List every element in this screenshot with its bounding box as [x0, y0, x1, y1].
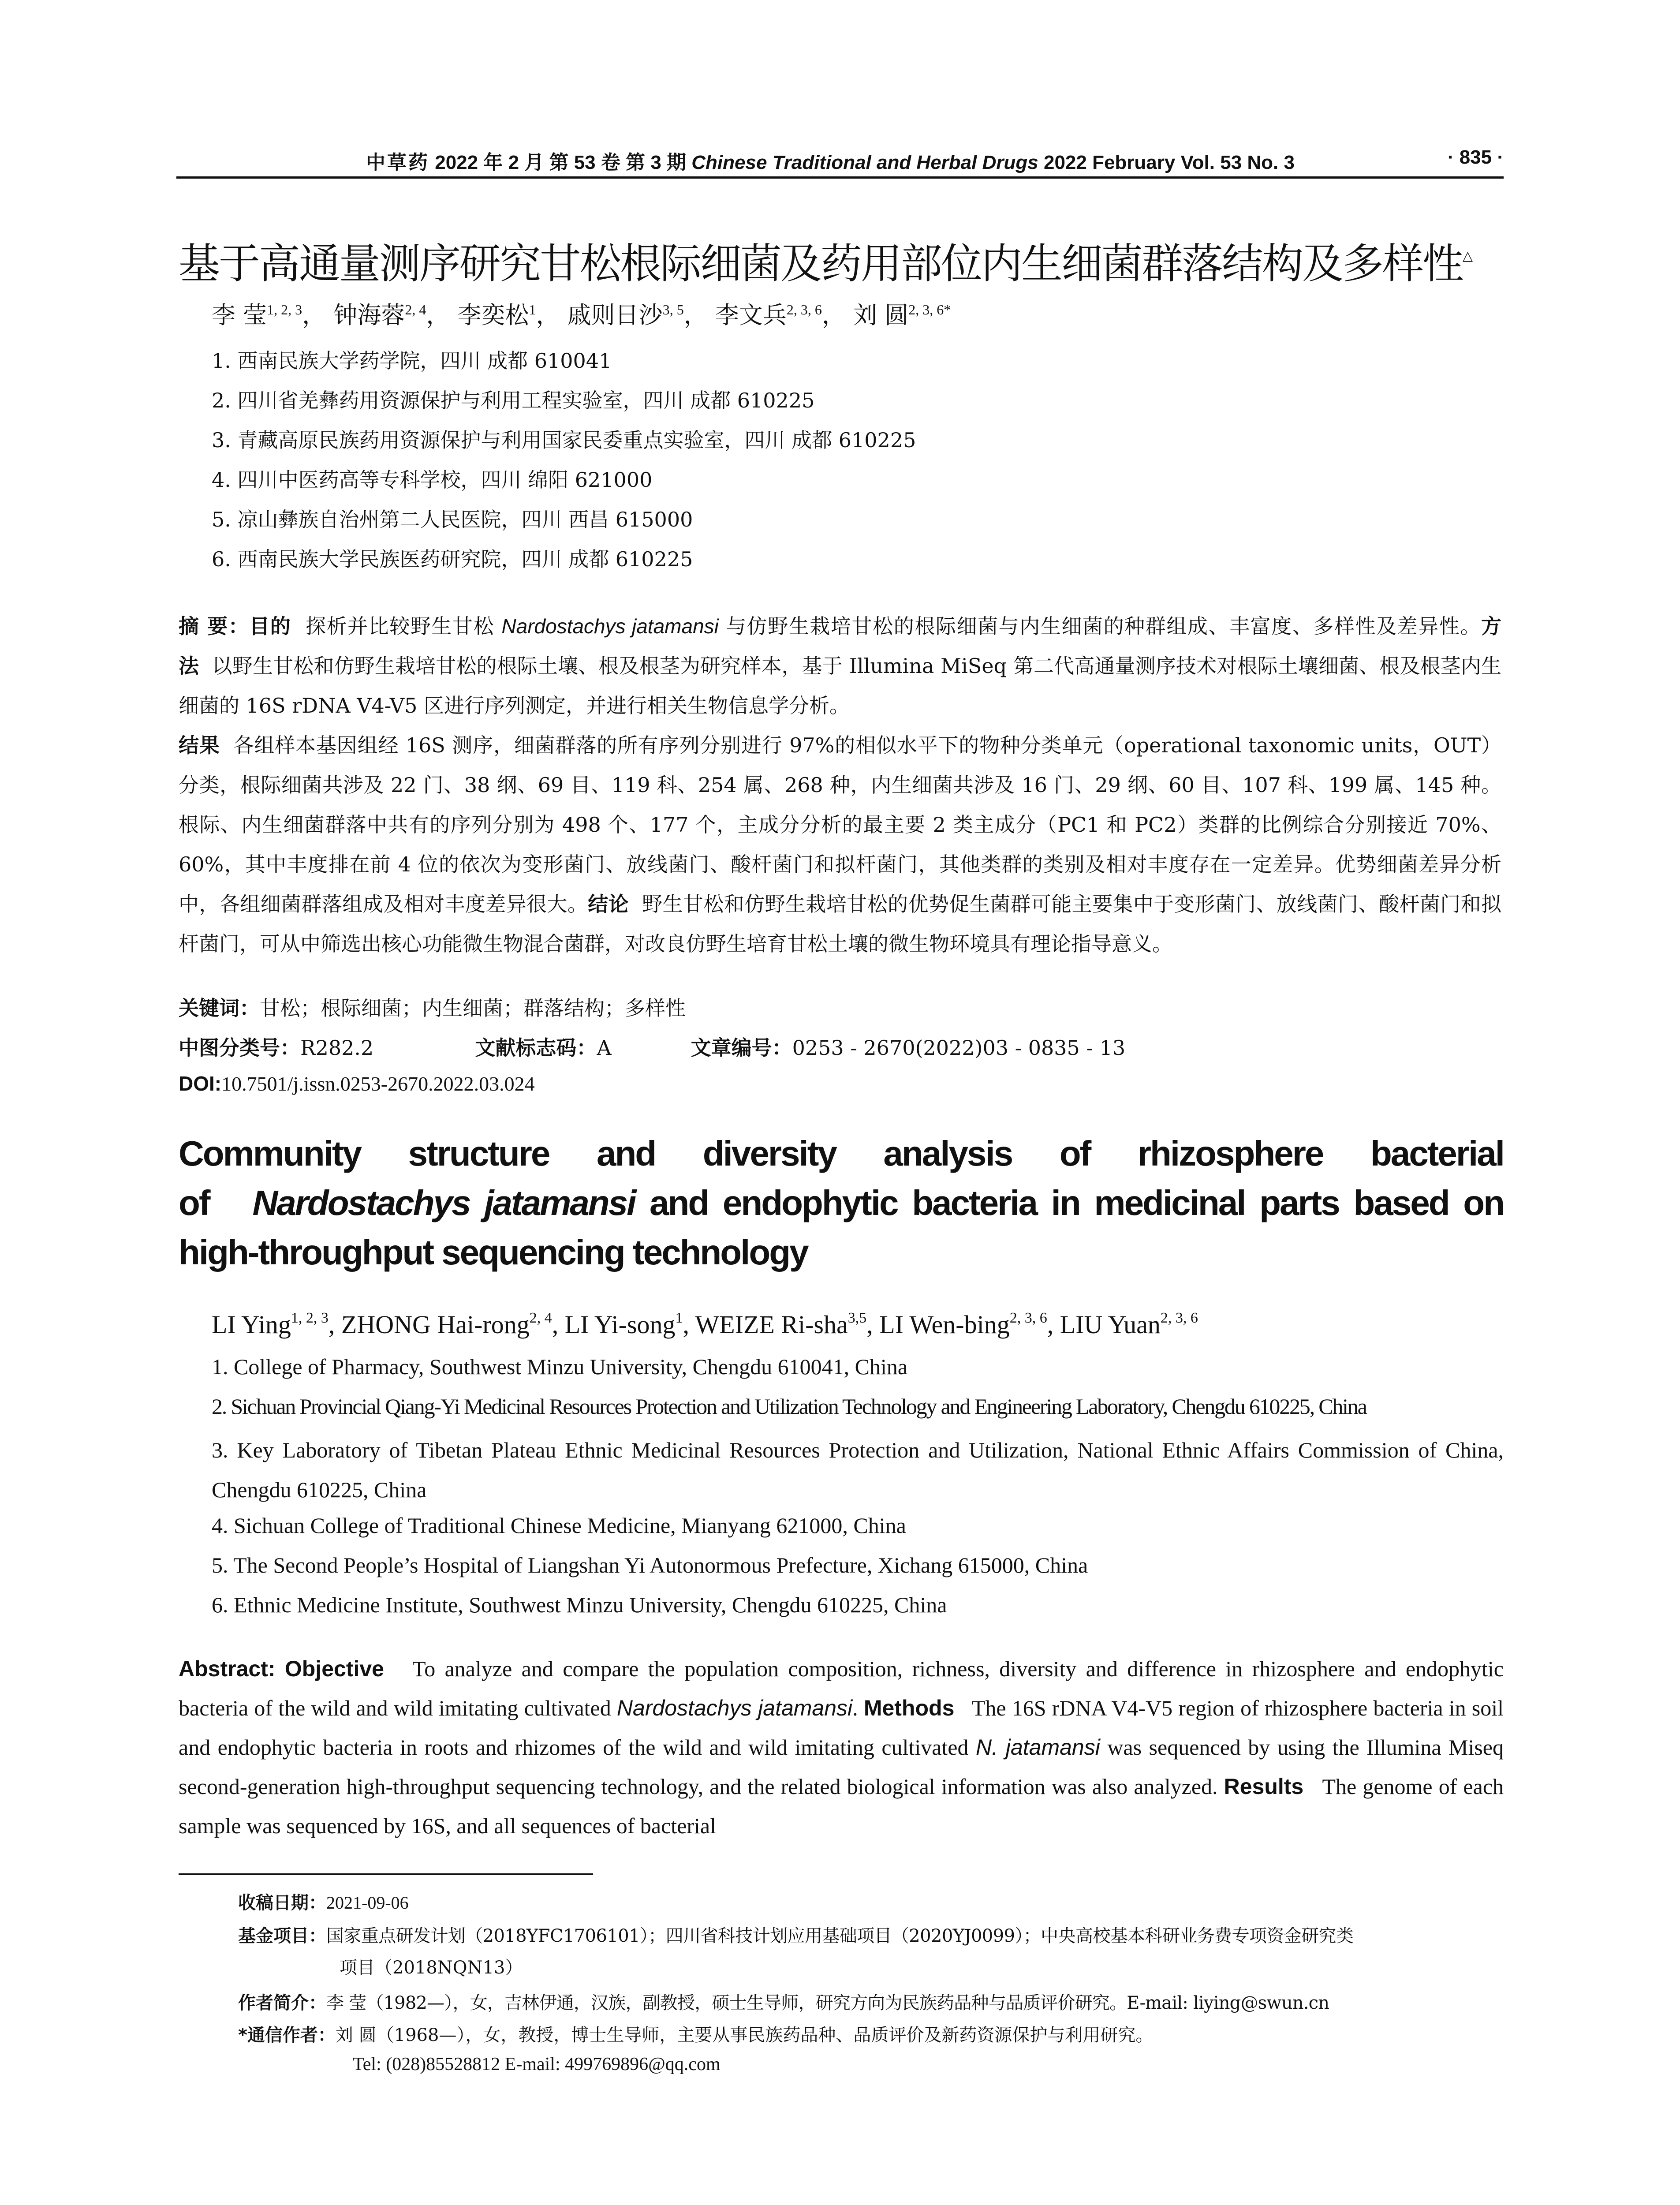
- affiliation-cn: 3. 青藏高原民族药用资源保护与利用国家民委重点实验室，四川 成都 610225: [212, 428, 916, 452]
- author-sep: ，: [683, 301, 708, 329]
- author-affil: 2, 3, 6*: [908, 302, 951, 318]
- title-mark: △: [1463, 248, 1472, 264]
- author-sep: ，: [426, 301, 450, 329]
- author-affil: 2, 3, 6: [1009, 1310, 1047, 1326]
- article-no-value: 0253 - 2670(2022)03 - 0835 - 13: [792, 1036, 1126, 1060]
- abstract-cn: [179, 606, 1501, 964]
- title-en-species: Nardostachys jatamansi: [252, 1183, 635, 1222]
- affiliation-cn: 2. 四川省羌彝药用资源保护与利用工程实验室，四川 成都 610225: [212, 389, 815, 412]
- affiliation-en: 6. Ethnic Medicine Institute, Southwest Minzu University, Chengdu 610225, China: [212, 1592, 947, 1617]
- journal-name-en: Chinese Traditional and Herbal Drugs: [691, 152, 1038, 173]
- author-sep: ,: [683, 1310, 695, 1339]
- objective-label: 目的: [249, 614, 291, 638]
- keywords-text: 甘松；根际细菌；内生细菌；群落结构；多样性: [260, 996, 686, 1020]
- author-name: LI Yi-song: [564, 1310, 676, 1339]
- author-affil: 1, 2, 3: [267, 302, 302, 318]
- conclusion-text: 野生甘松和仿野生栽培甘松的优势促生菌群可能主要集中于变形菌门、放线菌门、酸杆菌门和拟杆菌门，可从中筛选出核心功能微生物混合菌群，对改良仿野生培育甘松土壤的微生物环境具有理论指导意义。: [179, 892, 1502, 956]
- affiliation-en-text: 3. Key Laboratory of Tibetan Plateau Ethnic Medicinal Resources Protection and Utilization, National Ethnic Affairs Commission of China, Chengdu 610225, China: [212, 1438, 1504, 1502]
- footnote-rule: [179, 1873, 593, 1875]
- issue-cn: 2022 年 2 月 第 53 卷 第 3 期: [435, 152, 687, 173]
- received-value: 2021-09-06: [326, 1893, 409, 1913]
- affiliation-en: 1. College of Pharmacy, Southwest Minzu University, Chengdu 610041, China: [212, 1354, 908, 1379]
- author-name: LIU Yuan: [1060, 1310, 1161, 1339]
- author-name: 戚则日沙: [567, 301, 663, 329]
- footnote-received: [238, 1889, 409, 1914]
- affiliation-en: 4. Sichuan College of Traditional Chinese Medicine, Mianyang 621000, China: [212, 1513, 906, 1538]
- species-name-en: Nardostachys jatamansi: [616, 1696, 853, 1720]
- methods-label-en: Methods: [863, 1696, 955, 1720]
- author-affil: 3, 5: [662, 302, 684, 318]
- methods-text-en: The 16S rDNA V4-V5 region of rhizosphere bacteria in soil and endophytic bacteria in roots and rhizomes of the wild and wild imitating cultivated: [179, 1696, 1504, 1760]
- results-label: 结果: [179, 733, 220, 757]
- running-header: [176, 142, 1504, 177]
- species-short-en: N. jatamansi: [975, 1735, 1100, 1760]
- footnote-author: [238, 1989, 1329, 2014]
- affiliation-cn: 4. 四川中医药高等专科学校，四川 绵阳 621000: [212, 468, 653, 492]
- author-affil: 2, 3, 6: [1160, 1310, 1198, 1326]
- clc-value: R282.2: [300, 1036, 374, 1060]
- author-bio-label: 作者简介：: [238, 1993, 326, 2013]
- author-name: 钟海蓉: [333, 301, 405, 329]
- title-cn-text: 基于高通量测序研究甘松根际细菌及药用部位内生细菌群落结构及多样性: [179, 240, 1463, 288]
- author-sep: ，: [821, 301, 846, 329]
- journal-header: [366, 146, 1295, 175]
- author-sep: ，: [302, 301, 326, 329]
- authors-cn: [212, 296, 951, 330]
- results-text: 各组样本基因组经 16S 测序，细菌群落的所有序列分别进行 97%的相似水平下的物种分类单元（operational taxonomic units，OUT）分类，根际细菌共涉及 22 门、38 纲、69 目、119 科、254 属、268 种，内生细菌共涉及 16 门、29 纲、60 目、107 科、199 属、145 种。根际、内生细菌群落中共有的序列分别为 498 个、177 个，主成分分析的最主要 2 类主成分（PC1 和 PC2）类群的比例综合分别接近 70%、60%，其中丰度排在前 4 位的依次为变形菌门、放线菌门、酸杆菌门和拟杆菌门，其他类群的类别及相对丰度存在一定差异。优势细菌差异分析中，各组细菌群落组成及相对丰度差异很大。: [179, 733, 1501, 916]
- abstract-label: 摘 要：: [179, 614, 250, 638]
- affiliation-cn: 6. 西南民族大学民族医药研究院，四川 成都 610225: [212, 547, 693, 571]
- fund-line2: 项目（2018NQN13）: [340, 1958, 523, 1978]
- author-sep: ,: [1047, 1310, 1060, 1339]
- received-label: 收稿日期：: [238, 1893, 326, 1913]
- classification-line: [179, 1032, 1125, 1061]
- conclusion-label: 结论: [588, 892, 629, 916]
- results-text-en: The genome of each sample was sequenced by 16S, and all sequences of bacterial: [179, 1774, 1504, 1838]
- author-affil: 1: [675, 1310, 683, 1326]
- authors-en: [212, 1310, 1198, 1339]
- author-name: ZHONG Hai-rong: [341, 1310, 530, 1339]
- author-affil: 1: [529, 302, 536, 318]
- issue-en: 2022 February Vol. 53 No. 3: [1043, 152, 1295, 173]
- author-affil: 3,5: [847, 1310, 867, 1326]
- author-sep: ,: [866, 1310, 880, 1339]
- author-name: 李 莹: [212, 301, 267, 329]
- species-name: Nardostachys jatamansi: [501, 615, 719, 638]
- author-name: 李文兵: [715, 301, 787, 329]
- corr-label: *通信作者：: [238, 2025, 336, 2045]
- author-name: 刘 圆: [853, 301, 909, 329]
- affiliation-en: [212, 1430, 1504, 1510]
- author-affil: 1, 2, 3: [291, 1310, 329, 1326]
- doc-code-value: A: [597, 1036, 612, 1060]
- objective-rest: 与仿野生栽培甘松的根际细菌与内生细菌的种群组成、丰富度、多样性及差异性。: [726, 614, 1482, 638]
- fund-line1: 国家重点研发计划（2018YFC1706101）；四川省科技计划应用基础项目（2020YJ0099）；中央高校基本科研业务费专项资金研究类: [326, 1926, 1354, 1946]
- objective-text-en: To analyze and compare the population composition, richness, diversity and difference in rhizosphere and endophytic bacteria of the wild and wild imitating cultivated: [179, 1656, 1504, 1720]
- author-sep: ,: [328, 1310, 341, 1339]
- affiliation-cn: 1. 西南民族大学药学院，四川 成都 610041: [212, 349, 612, 373]
- doi-line: [179, 1072, 535, 1095]
- doc-code-label: 文献标志码：: [475, 1036, 597, 1060]
- methods-label: 方法: [179, 614, 1502, 678]
- fund-label: 基金项目：: [238, 1926, 326, 1946]
- page-number: · 835 ·: [1447, 146, 1504, 168]
- abstract-en: Abstract: Objective To analyze and compare the population composition, richness, diversity and difference in rhizosphere and endophytic bacteria of the wild and wild imitating cultivated Nardostachys jatamansi. Methods The 16S rDNA V4-V5 region of rhizosphere bacteria in soil and endophytic bacteria in roots and rhizomes of the wild and wild imitating cultivated N. jatamansi was sequenced by using the Illumina Miseq second-generation high-throughput sequencing technology, and the related biological information was also analyzed. Results The genome of each sample was sequenced by 16S, and all sequences of bacterial: [179, 1656, 1504, 1838]
- keywords-label: 关键词：: [179, 996, 260, 1020]
- author-sep: ,: [552, 1310, 565, 1339]
- methods-text: 以野生甘松和仿野生栽培甘松的根际土壤、根及根茎为研究样本，基于 Illumina MiSeq 第二代高通量测序技术对根际土壤细菌、根及根茎内生细菌的 16S rDNA V4-V5 区进行序列测定，并进行相关生物信息学分析。: [179, 654, 1502, 718]
- footnote-fund: [238, 1922, 1353, 1947]
- author-affil: 2, 4: [529, 1310, 552, 1326]
- results-label-en: Results: [1224, 1774, 1304, 1799]
- keywords: [179, 992, 686, 1021]
- footnote-corr: [238, 2021, 1153, 2046]
- author-sep: ，: [536, 301, 560, 329]
- author-affil: 2, 4: [405, 302, 426, 318]
- affiliation-cn: 5. 凉山彝族自治州第二人民医院，四川 西昌 615000: [212, 508, 693, 531]
- author-name: WEIZE Ri-sha: [695, 1310, 848, 1339]
- affiliation-en: 5. The Second People’s Hospital of Liangshan Yi Autonormous Prefecture, Xichang 615000, China: [212, 1553, 1088, 1577]
- clc-label: 中图分类号：: [179, 1036, 300, 1060]
- corr-contact: Tel: (028)85528812 E-mail: 499769896@qq.com: [353, 2054, 721, 2074]
- objective-text: 探析并比较野生甘松: [305, 614, 495, 638]
- title-en-part1: Community structure and diversity analysis of rhizosphere bacterial of: [179, 1134, 1504, 1222]
- corr-bio: 刘 圆（1968—），女，教授，博士生导师，主要从事民族药品种、品质评价及新药资源保护与利用研究。: [335, 2025, 1154, 2045]
- title-en: [179, 1129, 1504, 1277]
- header-rule: [176, 176, 1504, 179]
- author-name: LI Ying: [212, 1310, 291, 1339]
- objective-label-en: Objective: [284, 1656, 384, 1681]
- article-no-label: 文章编号：: [691, 1036, 792, 1060]
- doi-label: DOI:: [179, 1072, 222, 1095]
- author-affil: 2, 3, 6: [786, 302, 822, 318]
- title-en-part2: and endophytic bacteria in medicinal parts based on high-throughput sequencing technology: [179, 1183, 1504, 1272]
- author-bio: 李 莹（1982—），女，吉林伊通，汉族，副教授，硕士生导师，研究方向为民族药品种与品质评价研究。E-mail: liying@swun.cn: [326, 1993, 1329, 2013]
- methods-rest-en: was sequenced by using the Illumina Miseq second-generation high-throughput sequencing technology, and the related biological information was also analyzed.: [179, 1735, 1504, 1799]
- doi-value: 10.7501/j.issn.0253-2670.2022.03.024: [221, 1073, 535, 1095]
- affiliation-en: 2. Sichuan Provincial Qiang-Yi Medicinal Resources Protection and Utilization Technology and Engineering Laboratory, Chengdu 610225, China: [212, 1394, 1366, 1419]
- title-cn: [179, 230, 1471, 290]
- abstract-label-en: Abstract:: [179, 1656, 276, 1681]
- author-name: 李奕松: [457, 301, 529, 329]
- journal-name-cn: 中草药: [366, 151, 429, 174]
- author-name: LI Wen-bing: [879, 1310, 1010, 1339]
